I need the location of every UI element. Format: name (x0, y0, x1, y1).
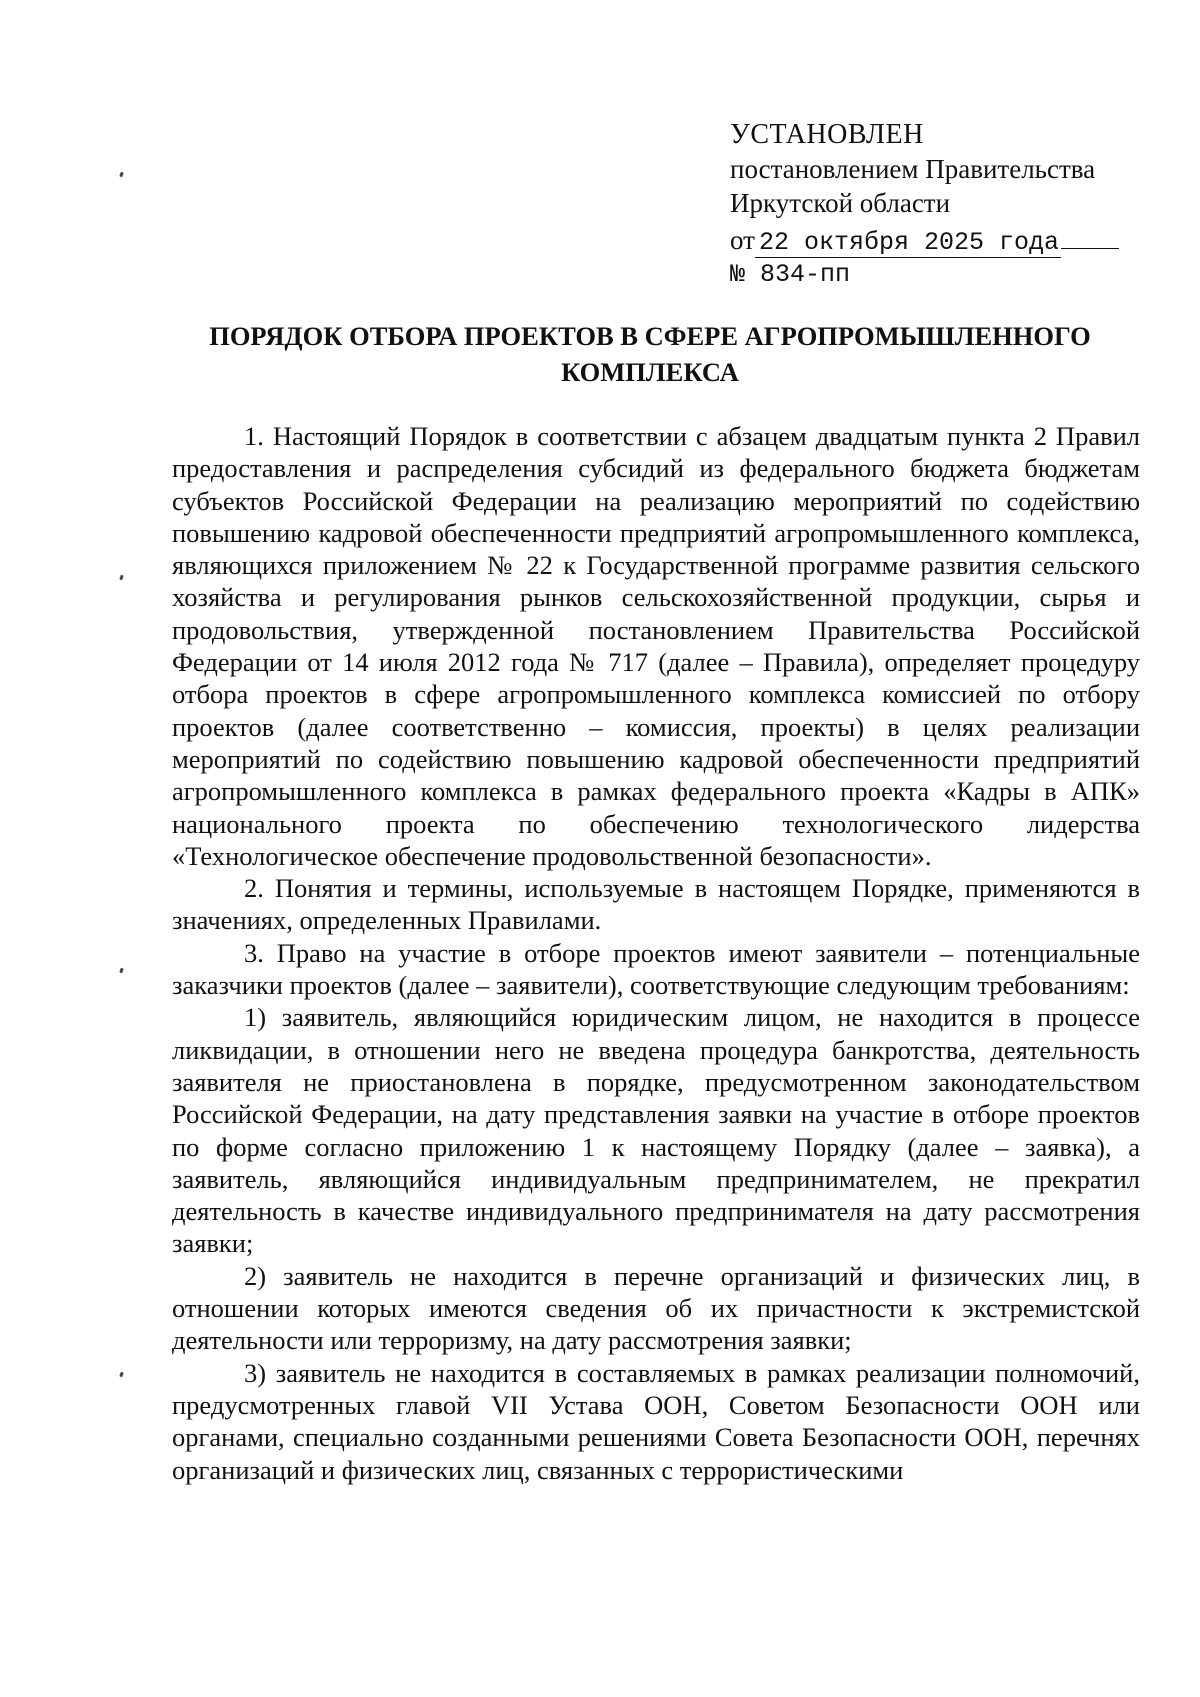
paragraph-3-1: 1) заявитель, являющийся юридическим лицом, не находится в процессе ликвидации, в отношении него не введена процедура банкротства, деятельность заявителя не приостановлена в порядке, предусмотренном законодательством Российской Федерации, на дату представления заявки на участие в отборе проектов по форме согласно приложению 1 к настоящему Порядку (далее – заявка), а заявитель, являющийся индивидуальным предпринимателем, не прекратил деятельность в качестве индивидуального предпринимателя на дату рассмотрения заявки; (172, 1002, 1140, 1259)
approval-date-prefix: от (730, 225, 755, 255)
approval-date-value: 22 октября 2025 года (755, 229, 1061, 258)
scan-mark (119, 968, 124, 974)
scan-mark (119, 172, 124, 178)
scan-mark (119, 1372, 124, 1378)
document-title (150, 318, 1150, 390)
title-line-1: ПОРЯДОК ОТБОРА ПРОЕКТОВ В СФЕРЕ АГРОПРОМЫШЛЕННОГО (209, 321, 1091, 351)
paragraph-1: 1. Настоящий Порядок в соответствии с абзацем двадцатым пункта 2 Правил предоставления и распределения субсидий из федерального бюджета бюджетам субъектов Российской Федерации на реализацию мероприятий по содействию повышению кадровой обеспеченности предприятий агропромышленного комплекса, являющихся приложением № 22 к Государственной программе развития сельского хозяйства и регулирования рынков сельскохозяйственной продукции, сырья и продовольствия, утвержденной постановлением Правительства Российской Федерации от 14 июля 2012 года № 717 (далее – Правила), определяет процедуру отбора проектов в сфере агропромышленного комплекса комиссией по отбору проектов (далее соответственно – комиссия, проекты) в целях реализации мероприятий по содействию повышению кадровой обеспеченности предприятий агропромышленного комплекса в рамках федерального проекта «Кадры в АПК» национального проекта по обеспечению технологического лидерства «Технологическое обеспечение продовольственной безопасности». (172, 421, 1140, 871)
approval-date (730, 220, 1150, 258)
approval-number: № 834-пп (730, 260, 851, 289)
paragraph-2: 2. Понятия и термины, используемые в настоящем Порядке, применяются в значениях, определенных Правилами. (172, 873, 1140, 936)
scan-mark (119, 575, 124, 581)
approval-line-1: постановлением Правительства (730, 154, 1096, 184)
approval-line-2: Иркутской области (730, 188, 951, 218)
paragraph-3-2: 2) заявитель не находится в перечне организаций и физических лиц, в отношении которых имеются сведения об их причастности к экстремистской деятельности или терроризму, на дату рассмотрения заявки; (172, 1260, 1140, 1356)
approval-date-underline (1061, 220, 1119, 249)
paragraph-3: 3. Право на участие в отборе проектов имеют заявители – потенциальные заказчики проектов (далее – заявители), соответствующие следующим требованиям: (172, 937, 1140, 1001)
paragraph-3-3: 3) заявитель не находится в составляемых в рамках реализации полномочий, предусмотренных главой VII Устава ООН, Советом Безопасности ООН или органами, специально созданными решениями Совета Безопасности ООН, перечнях организаций и физических лиц, связанных с террористическими (172, 1357, 1140, 1485)
approval-block (730, 118, 1150, 292)
approval-heading: УСТАНОВЛЕН (730, 119, 924, 150)
title-line-2: КОМПЛЕКСА (561, 357, 739, 387)
document-body (172, 420, 1140, 1486)
